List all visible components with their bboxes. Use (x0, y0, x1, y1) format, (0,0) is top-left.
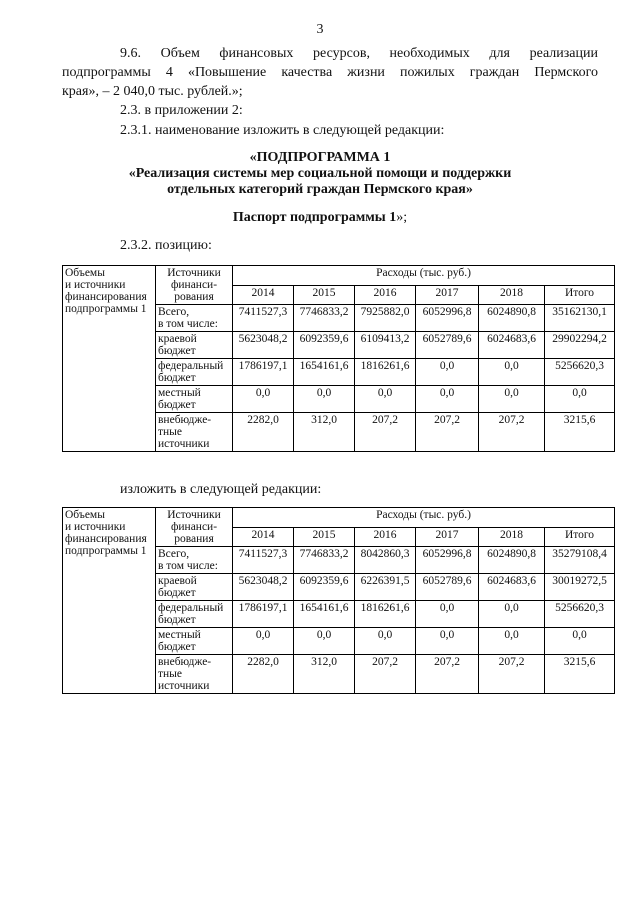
source-line: Всего, (158, 548, 190, 560)
value-cell: 2282,0 (233, 413, 294, 452)
total-cell: 3215,6 (545, 655, 615, 694)
financing-label-line: и источники (65, 279, 126, 291)
value-cell: 0,0 (416, 386, 479, 413)
value-cell: 1654161,6 (294, 359, 355, 386)
value-cell: 1654161,6 (294, 601, 355, 628)
source-cell (156, 332, 233, 359)
paragraph-9-6 (120, 44, 598, 63)
value-cell: 6024890,8 (479, 305, 545, 332)
source-line: бюджет (158, 372, 196, 384)
value-cell: 312,0 (294, 413, 355, 452)
value-cell: 6109413,2 (355, 332, 416, 359)
year-header: 2017 (416, 527, 479, 547)
financing-label-line: подпрограммы 1 (65, 303, 147, 315)
value-cell: 0,0 (479, 386, 545, 413)
source-line: тные (158, 426, 183, 438)
value-cell: 0,0 (233, 628, 294, 655)
financing-label-line: финансирования (65, 533, 147, 545)
value-cell: 0,0 (355, 386, 416, 413)
source-cell (156, 547, 233, 574)
financing-label-line: финансирования (65, 291, 147, 303)
financing-label-cell (63, 266, 156, 452)
source-line: краевой (158, 333, 197, 345)
source-cell (156, 413, 233, 452)
source-line: бюджет (158, 614, 196, 626)
value-cell: 207,2 (479, 655, 545, 694)
subprogram-heading (0, 150, 640, 198)
value-cell: 1786197,1 (233, 359, 294, 386)
value-cell: 0,0 (479, 601, 545, 628)
sources-header (156, 508, 233, 547)
source-line: местный (158, 629, 201, 641)
passport-title (0, 210, 640, 226)
financing-label-cell (63, 508, 156, 694)
value-cell: 7746833,2 (294, 547, 355, 574)
value-cell: 1816261,6 (355, 359, 416, 386)
value-cell: 207,2 (416, 413, 479, 452)
source-cell (156, 601, 233, 628)
value-cell: 2282,0 (233, 655, 294, 694)
financing-label-line: Объемы (65, 267, 105, 279)
year-header: 2016 (355, 527, 416, 547)
sources-header-line: финанси- (170, 279, 218, 291)
source-line: бюджет (158, 641, 196, 653)
value-cell: 0,0 (416, 601, 479, 628)
year-header: 2017 (416, 285, 479, 305)
paragraph-9-6-line-1: 9.6. Объем финансовых ресурсов, необходимых для реализации (120, 46, 598, 61)
sources-header-line: Источники (167, 509, 221, 521)
value-cell: 6092359,6 (294, 574, 355, 601)
source-line: краевой (158, 575, 197, 587)
item-2-3-1: 2.3.1. наименование изложить в следующей редакции: (120, 123, 445, 138)
value-cell: 1816261,6 (355, 601, 416, 628)
source-line: источники (158, 438, 210, 450)
sources-header-line: рования (174, 291, 214, 303)
sources-header-line: финанси- (170, 521, 218, 533)
paragraph-9-6-line-2: подпрограммы 4 «Повышение качества жизни пожилых граждан Пермского (62, 65, 598, 80)
value-cell: 207,2 (355, 413, 416, 452)
passport-title-tail: »; (396, 210, 408, 225)
value-cell: 207,2 (355, 655, 416, 694)
subprogram-heading-line-1: «ПОДПРОГРАММА 1 (249, 150, 391, 165)
value-cell: 0,0 (416, 359, 479, 386)
item-2-3-2: 2.3.2. позицию: (120, 238, 212, 253)
financing-label-line: подпрограммы 1 (65, 545, 147, 557)
expenses-header: Расходы (тыс. руб.) (233, 266, 615, 286)
source-cell (156, 655, 233, 694)
page-number: 3 (316, 22, 324, 37)
total-header: Итого (545, 285, 615, 305)
year-header: 2018 (479, 285, 545, 305)
year-header: 2016 (355, 285, 416, 305)
passport-title-bold: Паспорт подпрограммы 1 (232, 210, 397, 225)
source-cell (156, 359, 233, 386)
value-cell: 7925882,0 (355, 305, 416, 332)
total-cell: 29902294,2 (545, 332, 615, 359)
financing-label-line: и источники (65, 521, 126, 533)
source-line: бюджет (158, 399, 196, 411)
value-cell: 6226391,5 (355, 574, 416, 601)
source-cell (156, 386, 233, 413)
year-header: 2014 (233, 285, 294, 305)
total-header: Итого (545, 527, 615, 547)
year-header: 2014 (233, 527, 294, 547)
source-line: внебюдже- (158, 414, 212, 426)
value-cell: 0,0 (479, 628, 545, 655)
item-2-3: 2.3. в приложении 2: (120, 103, 243, 118)
total-cell: 30019272,5 (545, 574, 615, 601)
sources-header-line: Источники (167, 267, 221, 279)
value-cell: 7411527,3 (233, 305, 294, 332)
source-cell (156, 305, 233, 332)
source-cell (156, 628, 233, 655)
total-cell: 35162130,1 (545, 305, 615, 332)
source-line: источники (158, 680, 210, 692)
financing-table-old (62, 265, 615, 452)
paragraph-9-6-line-3: края», – 2 040,0 тыс. рублей.»; (62, 84, 243, 99)
financing-table-new (62, 507, 615, 694)
value-cell: 6052996,8 (416, 305, 479, 332)
value-cell: 207,2 (479, 413, 545, 452)
value-cell: 6024683,6 (479, 574, 545, 601)
source-line: тные (158, 668, 183, 680)
value-cell: 1786197,1 (233, 601, 294, 628)
value-cell: 207,2 (416, 655, 479, 694)
total-cell: 0,0 (545, 628, 615, 655)
value-cell: 7746833,2 (294, 305, 355, 332)
source-line: внебюдже- (158, 656, 212, 668)
subprogram-heading-line-3: отдельных категорий граждан Пермского края» (167, 182, 473, 197)
total-cell: 5256620,3 (545, 359, 615, 386)
value-cell: 0,0 (294, 386, 355, 413)
source-line: Всего, (158, 306, 190, 318)
source-cell (156, 574, 233, 601)
source-line: местный (158, 387, 201, 399)
subprogram-heading-line-2: «Реализация системы мер социальной помощи и поддержки (128, 166, 512, 181)
value-cell: 5623048,2 (233, 332, 294, 359)
total-cell: 0,0 (545, 386, 615, 413)
year-header: 2018 (479, 527, 545, 547)
source-line: бюджет (158, 587, 196, 599)
value-cell: 6092359,6 (294, 332, 355, 359)
year-header: 2015 (294, 527, 355, 547)
value-cell: 0,0 (355, 628, 416, 655)
value-cell: 6052789,6 (416, 574, 479, 601)
value-cell: 5623048,2 (233, 574, 294, 601)
total-cell: 5256620,3 (545, 601, 615, 628)
value-cell: 0,0 (233, 386, 294, 413)
replace-instruction: изложить в следующей редакции: (120, 482, 322, 497)
total-cell: 35279108,4 (545, 547, 615, 574)
value-cell: 8042860,3 (355, 547, 416, 574)
value-cell: 0,0 (294, 628, 355, 655)
source-line: в том числе: (158, 318, 218, 330)
source-line: федеральный (158, 602, 224, 614)
value-cell: 6052996,8 (416, 547, 479, 574)
source-line: федеральный (158, 360, 224, 372)
value-cell: 6024683,6 (479, 332, 545, 359)
value-cell: 0,0 (416, 628, 479, 655)
value-cell: 6052789,6 (416, 332, 479, 359)
value-cell: 7411527,3 (233, 547, 294, 574)
sources-header (156, 266, 233, 305)
value-cell: 6024890,8 (479, 547, 545, 574)
sources-header-line: рования (174, 533, 214, 545)
financing-label-line: Объемы (65, 509, 105, 521)
source-line: бюджет (158, 345, 196, 357)
value-cell: 312,0 (294, 655, 355, 694)
year-header: 2015 (294, 285, 355, 305)
source-line: в том числе: (158, 560, 218, 572)
value-cell: 0,0 (479, 359, 545, 386)
total-cell: 3215,6 (545, 413, 615, 452)
expenses-header: Расходы (тыс. руб.) (233, 508, 615, 528)
